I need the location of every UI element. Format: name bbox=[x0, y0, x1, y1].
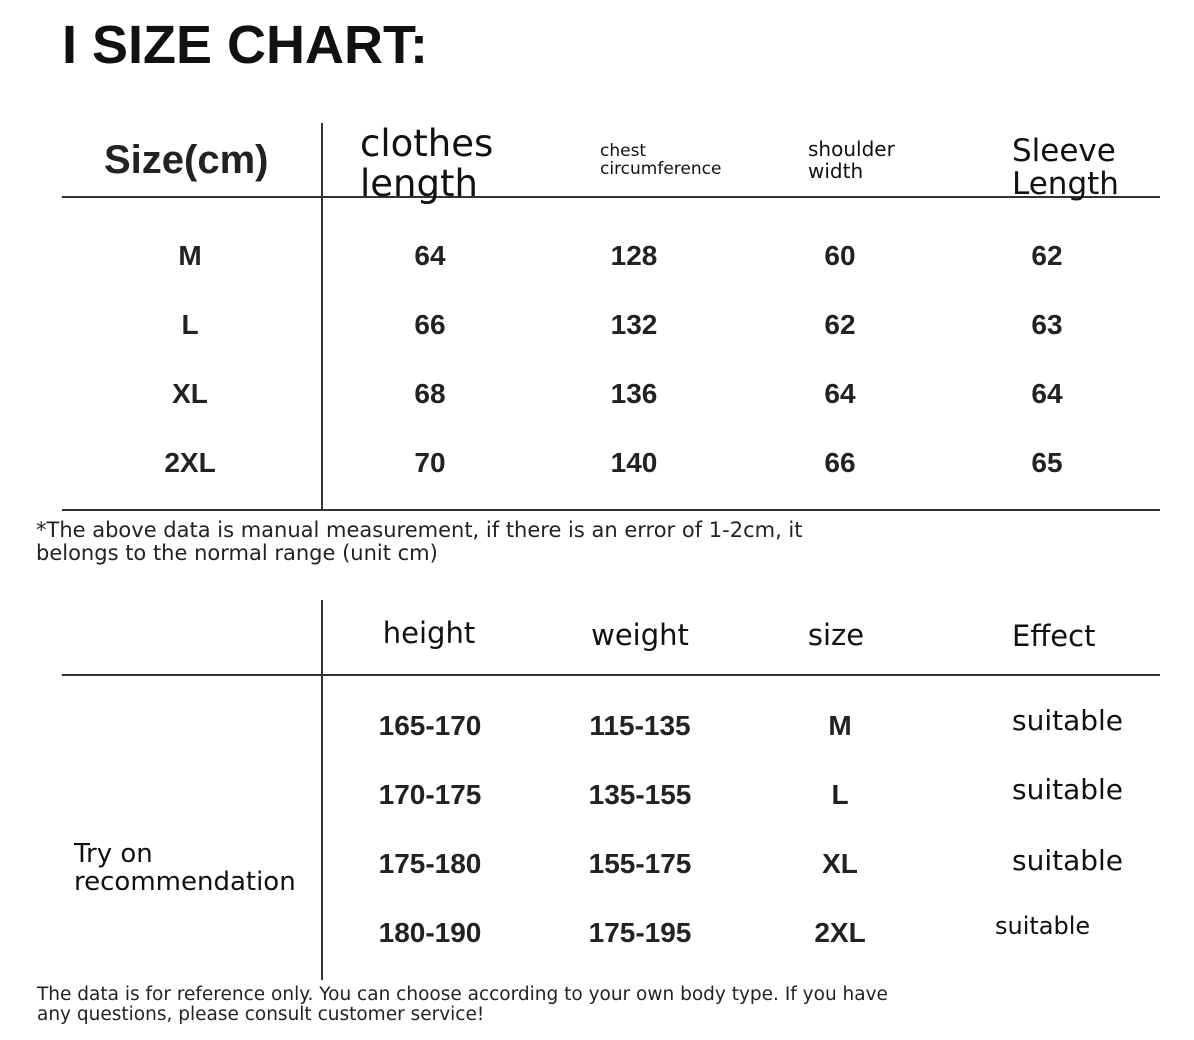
cell-sleeve: 65 bbox=[1031, 447, 1063, 478]
cell-shoulder: 62 bbox=[824, 309, 856, 340]
row-label-line2: recommendation bbox=[74, 867, 296, 897]
header-effect: Effect bbox=[1012, 619, 1096, 653]
measurement-note: *The above data is manual measurement, if there is an error of 1-2cm, it belongs to the normal range (unit cm) bbox=[36, 518, 803, 565]
cell-chest: 136 bbox=[610, 378, 658, 409]
header-clothes-length-line1: clothes bbox=[360, 122, 494, 165]
header-sleeve bbox=[1012, 135, 1119, 201]
cell-size: XL bbox=[822, 848, 858, 879]
cell-effect: suitable bbox=[1012, 844, 1124, 877]
cell-sleeve: 62 bbox=[1031, 240, 1063, 271]
cell-weight: 115-135 bbox=[589, 710, 691, 741]
cell-length: 70 bbox=[414, 447, 446, 478]
cell-size: 2XL bbox=[164, 447, 216, 478]
cell-size: M bbox=[178, 240, 202, 271]
cell-height: 180-190 bbox=[378, 917, 482, 948]
cell-size: 2XL bbox=[814, 917, 866, 948]
cell-sleeve: 63 bbox=[1031, 309, 1063, 340]
header-height: height bbox=[382, 616, 476, 650]
table2-column-divider bbox=[321, 600, 323, 980]
cell-length: 66 bbox=[414, 309, 446, 340]
cell-height: 175-180 bbox=[378, 848, 482, 879]
cell-size: M bbox=[828, 710, 852, 741]
cell-shoulder: 64 bbox=[824, 378, 856, 409]
header-weight: weight bbox=[591, 618, 689, 652]
table2-header-divider bbox=[62, 674, 1160, 676]
table1-bottom-divider bbox=[62, 509, 1160, 511]
header-shoulder-line1: shoulder bbox=[808, 137, 895, 161]
header-shoulder bbox=[808, 138, 895, 182]
cell-height: 170-175 bbox=[378, 779, 482, 810]
table1-header-divider bbox=[62, 196, 1160, 198]
page-title: I SIZE CHART: bbox=[62, 15, 429, 75]
cell-length: 64 bbox=[414, 240, 446, 271]
cell-effect: suitable bbox=[1012, 773, 1124, 806]
cell-weight: 175-195 bbox=[588, 917, 692, 948]
cell-weight: 135-155 bbox=[588, 779, 692, 810]
header-chest-line1: chest bbox=[600, 141, 647, 161]
cell-effect: suitable bbox=[1012, 704, 1124, 737]
cell-effect: suitable bbox=[995, 912, 1091, 940]
header-sleeve-line1: Sleeve bbox=[1012, 133, 1116, 169]
cell-chest: 128 bbox=[610, 240, 658, 271]
cell-shoulder: 60 bbox=[824, 240, 856, 271]
header-shoulder-line2: width bbox=[808, 159, 864, 183]
header-chest bbox=[600, 142, 721, 178]
cell-height: 165-170 bbox=[378, 710, 482, 741]
header-clothes-length bbox=[360, 124, 493, 204]
row-label-try-on bbox=[74, 840, 296, 896]
header-size-rec: size bbox=[807, 618, 865, 652]
cell-chest: 140 bbox=[610, 447, 658, 478]
cell-sleeve: 64 bbox=[1031, 378, 1063, 409]
reference-note: The data is for reference only. You can choose according to your own body type. If you have any questions, please consult customer service! bbox=[37, 984, 888, 1025]
cell-size: L bbox=[831, 779, 849, 810]
header-chest-line2: circumference bbox=[600, 159, 722, 179]
header-clothes-length-line2: length bbox=[360, 162, 478, 205]
cell-size: XL bbox=[172, 378, 208, 409]
row-label-line1: Try on bbox=[74, 839, 153, 869]
header-sleeve-line2: Length bbox=[1012, 166, 1119, 202]
cell-size: L bbox=[181, 309, 199, 340]
cell-chest: 132 bbox=[610, 309, 658, 340]
header-size: Size(cm) bbox=[104, 138, 269, 182]
table1-column-divider bbox=[321, 123, 323, 510]
cell-length: 68 bbox=[414, 378, 446, 409]
cell-weight: 155-175 bbox=[588, 848, 692, 879]
cell-shoulder: 66 bbox=[824, 447, 856, 478]
